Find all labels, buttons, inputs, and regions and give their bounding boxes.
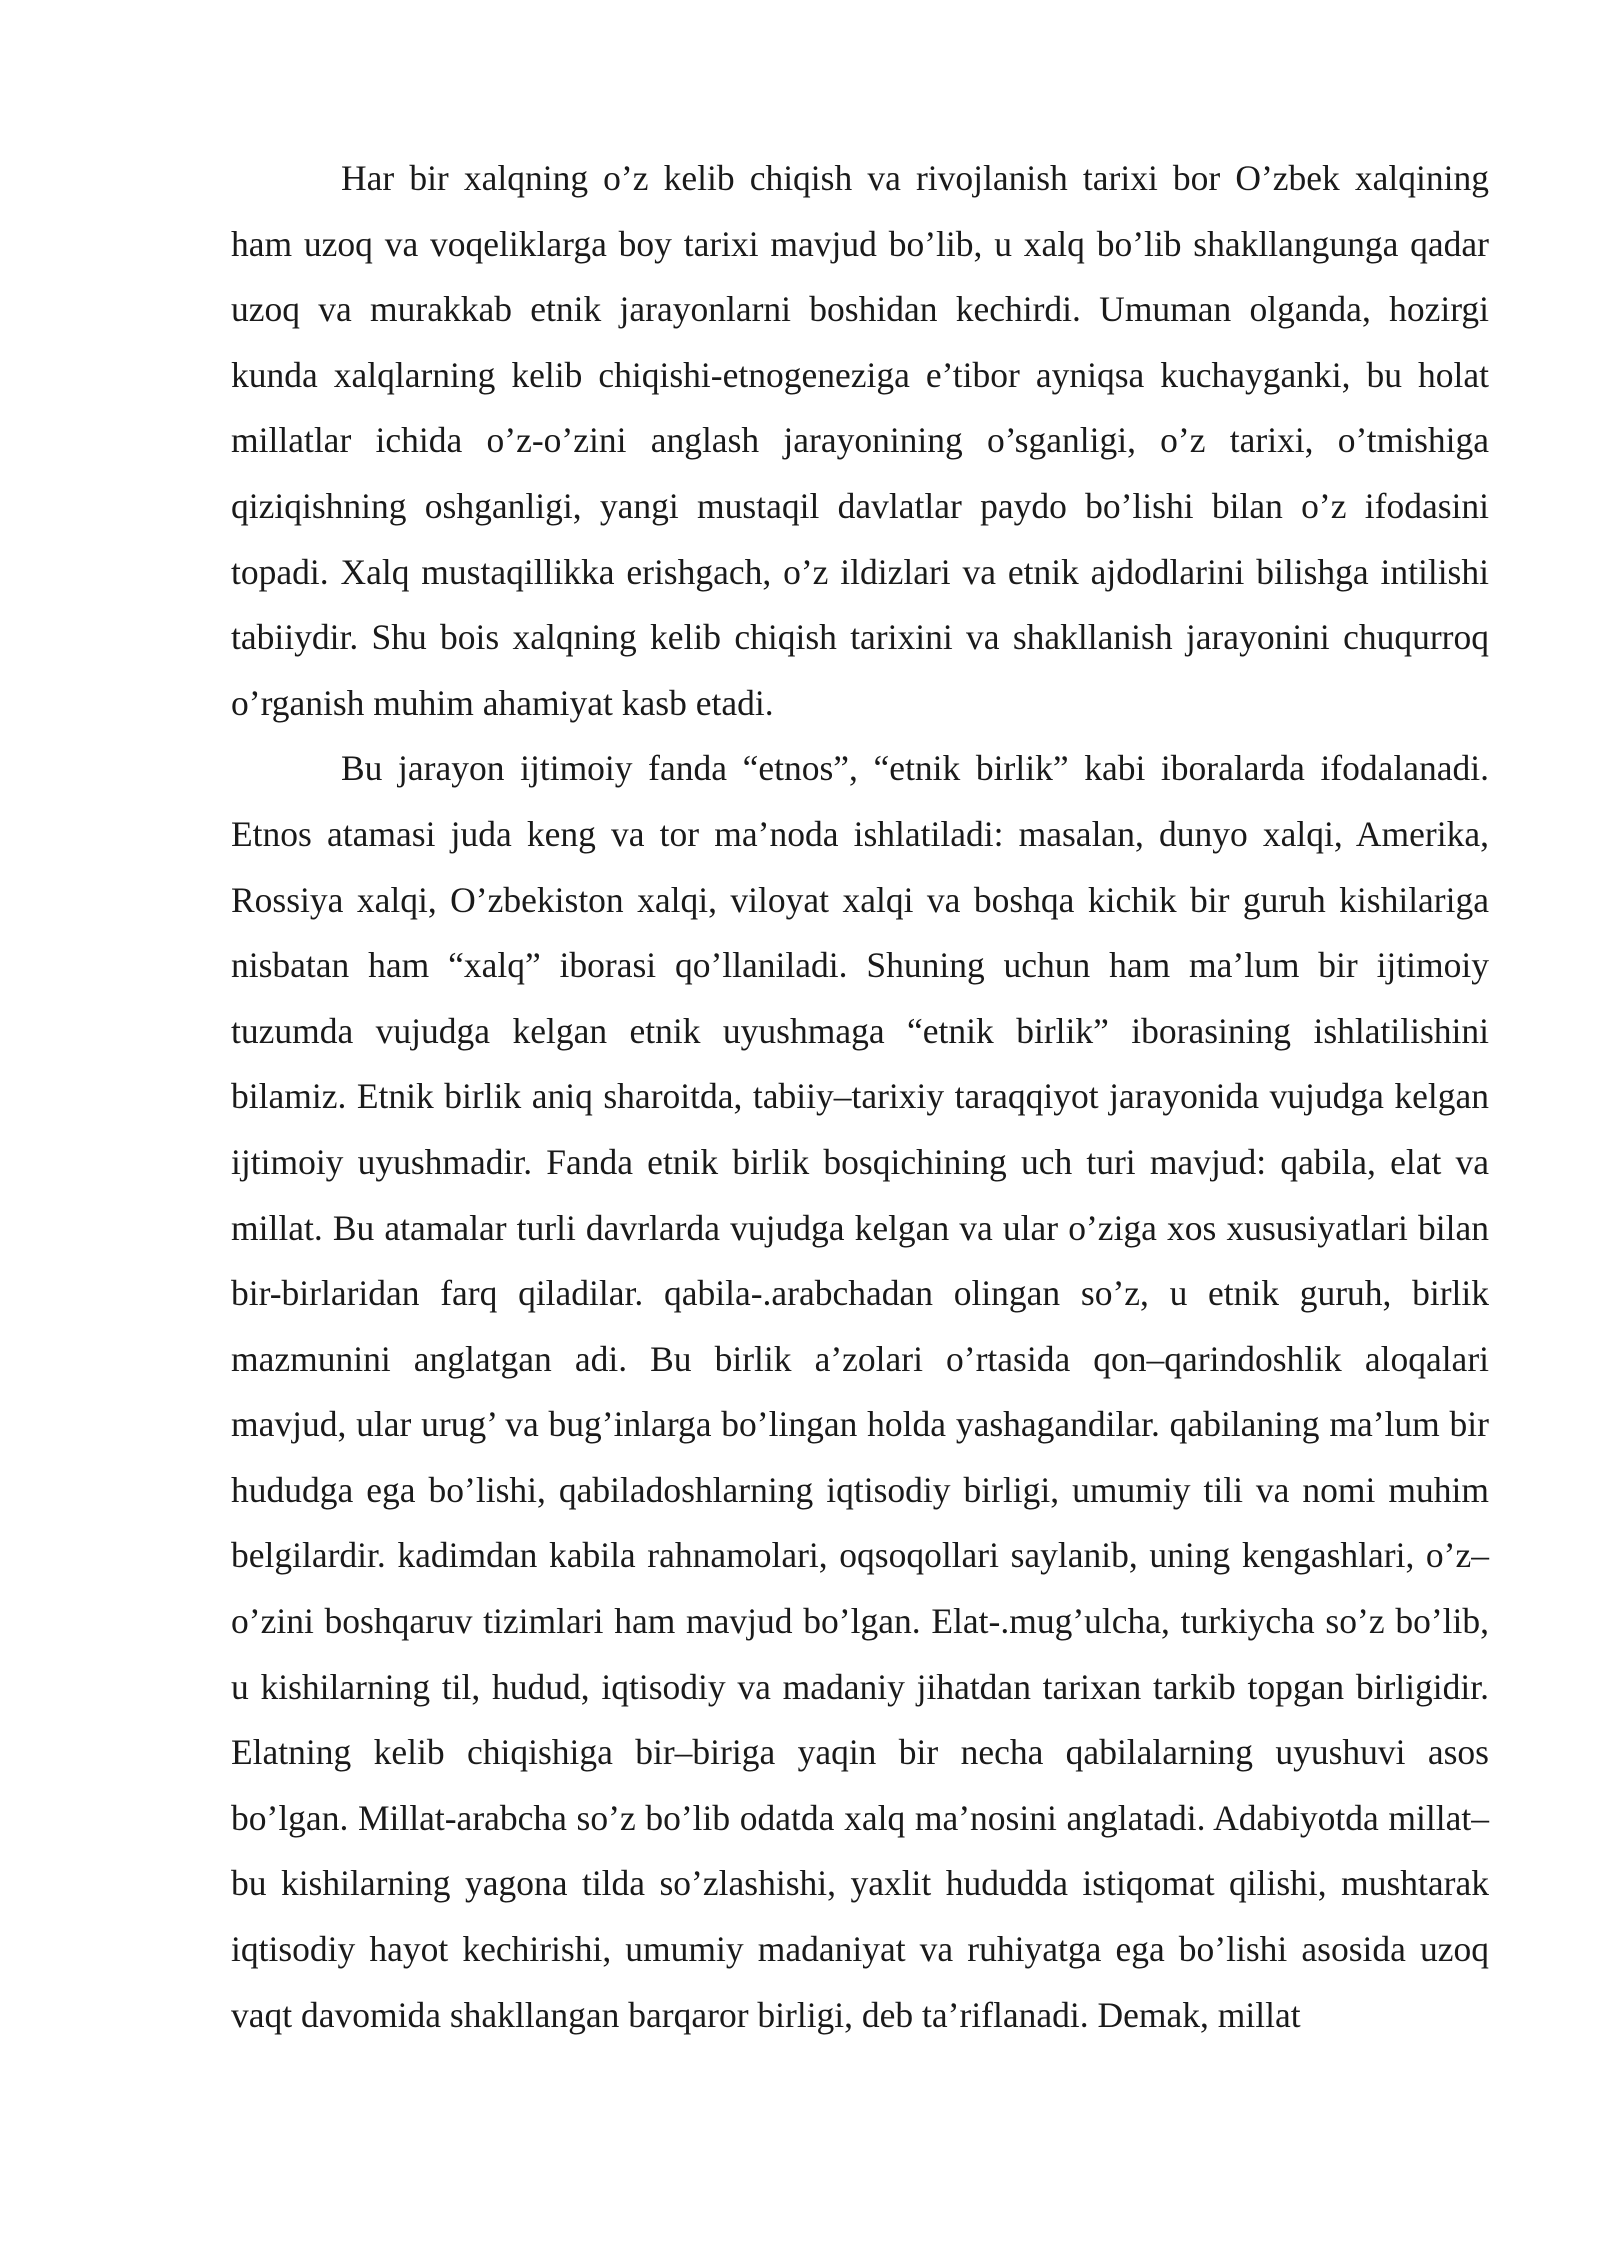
body-text (231, 146, 1489, 2048)
paragraph-2: Bu jarayon ijtimoiy fanda “etnos”, “etnik birlik” kabi iboralarda ifodalanadi. Etnos atamasi juda keng va tor ma’noda ishlatiladi: masalan, dunyo xalqi, Amerika, Rossiya xalqi, O’zbekiston xalqi, viloyat xalqi va boshqa kichik bir guruh kishilariga nisbatan ham “xalq” iborasi qo’llaniladi. Shuning uchun ham ma’lum bir ijtimoiy tuzumda vujudga kelgan etnik uyushmaga “etnik birlik” iborasining ishlatilishini bilamiz. Etnik birlik aniq sharoitda, tabiiy–tarixiy taraqqiyot jarayonida vujudga kelgan ijtimoiy uyushmadir. Fanda etnik birlik bosqichining uch turi mavjud: qabila, elat va millat. Bu atamalar turli davrlarda vujudga kelgan va ular o’ziga xos xususiyatlari bilan bir-birlaridan farq qiladilar. qabila-.arabchadan olingan so’z, u etnik guruh, birlik mazmunini anglatgan adi. Bu birlik a’zolari o’rtasida qon–qarindoshlik aloqalari mavjud, ular urug’ va bug’inlarga bo’lingan holda yashagandilar. qabilaning ma’lum bir hududga ega bo’lishi, qabiladoshlarning iqtisodiy birligi, umumiy tili va nomi muhim belgilardir. kadimdan kabila rahnamolari, oqsoqollari saylanib, uning kengashlari, o’z–o’zini boshqaruv tizimlari ham mavjud bo’lgan. Elat-.mug’ulcha, turkiycha so’z bo’lib, u kishilarning til, hudud, iqtisodiy va madaniy jihatdan tarixan tarkib topgan birligidir. Elatning kelib chiqishiga bir–biriga yaqin bir necha qabilalarning uyushuvi asos bo’lgan. Millat-arabcha so’z bo’lib odatda xalq ma’nosini anglatadi. Adabiyotda millat–bu kishilarning yagona tilda so’zlashishi, yaxlit hududda istiqomat qilishi, mushtarak iqtisodiy hayot kechirishi, umumiy madaniyat va ruhiyatga ega bo’lishi asosida uzoq vaqt davomida shakllangan barqaror birligi, deb ta’riflanadi. Demak, millat (231, 748, 1489, 2035)
paragraph-1: Har bir xalqning o’z kelib chiqish va rivojlanish tarixi bor O’zbek xalqining ham uzoq va voqeliklarga boy tarixi mavjud bo’lib, u xalq bo’lib shakllangunga qadar uzoq va murakkab etnik jarayonlarni boshidan kechirdi. Umuman olganda, hozirgi kunda xalqlarning kelib chiqishi-etnogeneziga e’tibor ayniqsa kuchayganki, bu holat millatlar ichida o’z-o’zini anglash jarayonining o’sganligi, o’z tarixi, o’tmishiga qiziqishning oshganligi, yangi mustaqil davlatlar paydo bo’lishi bilan o’z ifodasini topadi. Xalq mustaqillikka erishgach, o’z ildizlari va etnik ajdodlarini bilishga intilishi tabiiydir. Shu bois xalqning kelib chiqish tarixini va shakllanish jarayonini chuqurroq o’rganish muhim ahamiyat kasb etadi. (231, 158, 1489, 723)
